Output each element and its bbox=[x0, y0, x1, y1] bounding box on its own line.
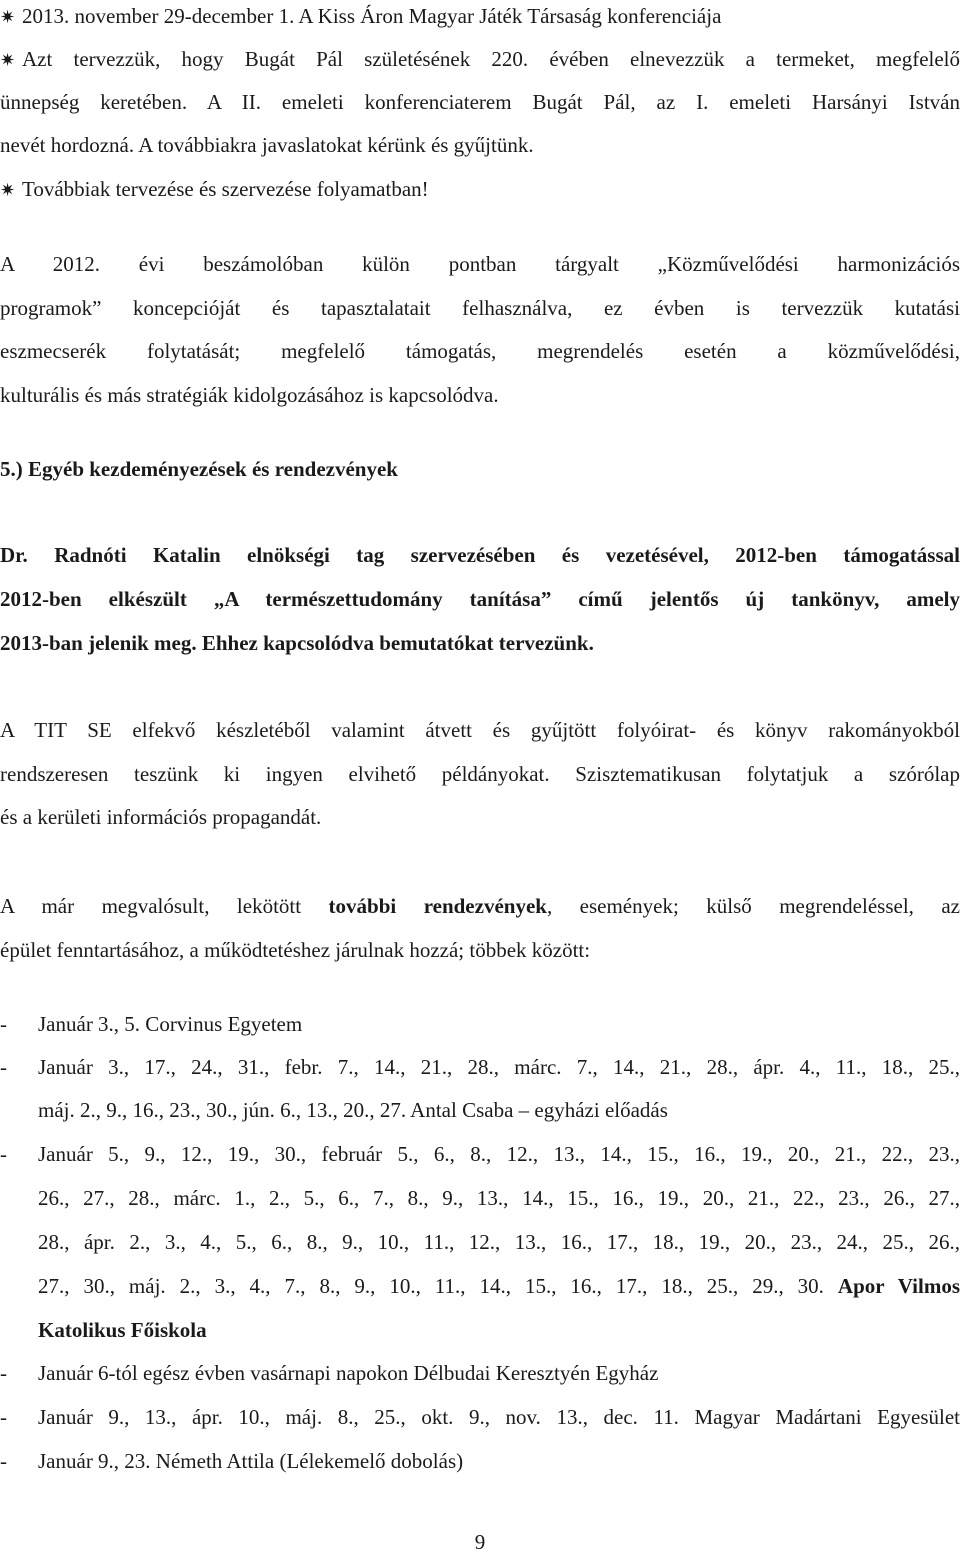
list-item-text: 26., 27., 28., márc. 1., 2., 5., 6., 7., 8., 9., 13., 14., 15., 16., 19., 20., 21., 22., 23., 26., 27., bbox=[38, 1186, 960, 1210]
paragraph-line: és a kerületi információs propagandát. bbox=[0, 805, 322, 829]
bullet-item bbox=[0, 175, 429, 204]
bullet-text: 2013. november 29-december 1. A Kiss Áron Magyar Játék Társaság konferenciája bbox=[22, 4, 722, 28]
dash-marker: - bbox=[0, 1449, 7, 1473]
list-item-text: Január 3., 17., 24., 31., febr. 7., 14., 21., 28., márc. 7., 14., 21., 28., ápr. 4., 11., 18., 25., bbox=[38, 1055, 960, 1079]
dash-marker: - bbox=[0, 1405, 7, 1429]
asterisk-bullet-icon: ✷ bbox=[0, 50, 16, 70]
bullet-item bbox=[0, 2, 721, 31]
asterisk-bullet-icon: ✷ bbox=[0, 180, 16, 200]
bullet-text-line: nevét hordozná. A továbbiakra javaslatokat kérünk és gyűjtünk. bbox=[0, 133, 534, 157]
paragraph-text: A már megvalósult, lekötött bbox=[0, 894, 329, 918]
asterisk-bullet-icon: ✷ bbox=[0, 7, 16, 27]
list-item-text-part: 27., 30., máj. 2., 3., 4., 7., 8., 9., 10., 11., 14., 15., 16., 17., 18., 25., 29., 30. bbox=[38, 1274, 838, 1298]
bullet-text-line: ünnepség keretében. A II. emeleti konferenciaterem Bugát Pál, az I. emeleti Harsányi István bbox=[0, 90, 960, 114]
list-item-text: Január 6-tól egész évben vasárnapi napokon Délbudai Keresztyén Egyház bbox=[38, 1361, 659, 1385]
list-item-text: Január 9., 13., ápr. 10., máj. 8., 25., okt. 9., nov. 13., dec. 11. Magyar Madártani Egyesület bbox=[38, 1405, 960, 1429]
list-item-text: Január 9., 23. Németh Attila (Lélekemelő dobolás) bbox=[38, 1449, 464, 1473]
paragraph-line bbox=[0, 892, 960, 920]
dash-marker: - bbox=[0, 1012, 7, 1036]
paragraph-line: kulturális és más stratégiák kidolgozásához is kapcsolódva. bbox=[0, 383, 499, 407]
paragraph-line: épület fenntartásához, a működtetéshez járulnak hozzá; többek között: bbox=[0, 938, 591, 962]
list-item-text: Január 3., 5. Corvinus Egyetem bbox=[38, 1012, 303, 1036]
dash-marker: - bbox=[0, 1055, 7, 1079]
page-number: 9 bbox=[474, 1530, 486, 1554]
list-item-text bbox=[38, 1272, 960, 1300]
paragraph-line: 2012-ben elkészült „A természettudomány tanítása” című jelentős új tankönyv, amely bbox=[0, 587, 960, 611]
paragraph-text: , események; külső megrendeléssel, az bbox=[546, 894, 960, 918]
paragraph-line: eszmecserék folytatását; megfelelő támogatás, megrendelés esetén a közművelődési, bbox=[0, 339, 960, 363]
dash-marker: - bbox=[0, 1361, 7, 1385]
paragraph-line: rendszeresen teszünk ki ingyen elvihető példányokat. Szisztematikusan folytatjuk a szórólap bbox=[0, 762, 960, 786]
paragraph-line: Dr. Radnóti Katalin elnökségi tag szervezésében és vezetésével, 2012-ben támogatással bbox=[0, 543, 960, 567]
paragraph-line: A TIT SE elfekvő készletéből valamint átvett és gyűjtött folyóirat- és könyv rakományokból bbox=[0, 718, 960, 742]
dash-marker: - bbox=[0, 1142, 7, 1166]
list-item-text: Katolikus Főiskola bbox=[38, 1318, 207, 1342]
list-item-text: 28., ápr. 2., 3., 4., 5., 6., 8., 9., 10., 11., 12., 13., 16., 17., 18., 19., 20., 23., 24., 25., 26., bbox=[38, 1230, 960, 1254]
section-heading: 5.) Egyéb kezdeményezések és rendezvények bbox=[0, 457, 398, 481]
paragraph-line: A 2012. évi beszámolóban külön pontban tárgyalt „Közművelődési harmonizációs bbox=[0, 252, 960, 276]
bullet-item bbox=[0, 45, 960, 74]
bullet-text: Azt tervezzük, hogy Bugát Pál születésének 220. évében elnevezzük a termeket, megfelelő bbox=[22, 47, 960, 71]
bullet-text: Továbbiak tervezése és szervezése folyamatban! bbox=[22, 177, 429, 201]
paragraph-line: 2013-ban jelenik meg. Ehhez kapcsolódva bemutatókat tervezünk. bbox=[0, 631, 594, 655]
bold-phrase: Apor Vilmos bbox=[837, 1274, 960, 1298]
list-item-text: Január 5., 9., 12., 19., 30., február 5., 6., 8., 12., 13., 14., 15., 16., 19., 20., 21., 22., 23., bbox=[38, 1142, 960, 1166]
bold-phrase: további rendezvények bbox=[328, 894, 547, 918]
paragraph-line: programok” koncepcióját és tapasztalatait felhasználva, ez évben is tervezzük kutatási bbox=[0, 296, 960, 320]
list-item-text: máj. 2., 9., 16., 23., 30., jún. 6., 13., 20., 27. Antal Csaba – egyházi előadás bbox=[38, 1098, 668, 1122]
